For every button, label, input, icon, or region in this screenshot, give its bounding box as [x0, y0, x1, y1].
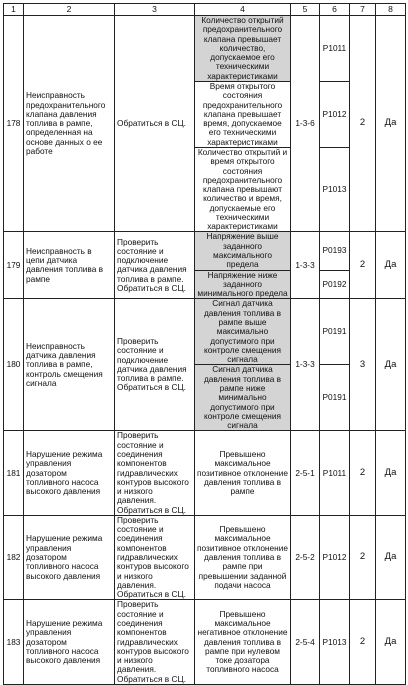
- fault-condition: Сигнал датчика давления топлива в рампе ниже минимально допустимого при контроле смещения сигнала: [195, 365, 291, 431]
- row-number: 182: [4, 515, 24, 600]
- column-8-value: Да: [376, 299, 406, 431]
- header-row: [4, 4, 406, 16]
- fault-description: Нарушение режима управления дозатором топливного насоса высокого давления: [24, 515, 115, 600]
- dtc-code: P1011: [320, 431, 350, 516]
- header-cell-6: 6: [320, 4, 350, 16]
- dtc-code: P1013: [320, 147, 350, 232]
- row-number: 183: [4, 600, 24, 685]
- blink-code: 2-5-1: [291, 431, 320, 516]
- blink-code: 2-5-4: [291, 600, 320, 685]
- table-row: [4, 515, 406, 600]
- dtc-code: P1013: [320, 600, 350, 685]
- recommended-action: Проверить состояние и подключение датчика давления топлива в рампе. Обратиться в СЦ.: [115, 232, 195, 299]
- blink-code: 2-5-2: [291, 515, 320, 600]
- column-7-value: 2: [350, 515, 376, 600]
- dtc-code: P0191: [320, 365, 350, 431]
- header-cell-2: 2: [24, 4, 115, 16]
- fault-condition: Напряжение ниже заданного минимального предела: [195, 270, 291, 299]
- header-cell-4: 4: [195, 4, 291, 16]
- table-row: [4, 431, 406, 516]
- table-row: [4, 232, 406, 270]
- header-cell-7: 7: [350, 4, 376, 16]
- column-8-value: Да: [376, 600, 406, 685]
- fault-condition: Время открытого состояния предохранительного клапана превышает время, допускаемое его техническими характеристиками: [195, 81, 291, 147]
- table-row: [4, 299, 406, 365]
- header-cell-3: 3: [115, 4, 195, 16]
- fault-condition: Превышено максимальное позитивное отклонение давления топлива в рампе при превышении заданной подачи насоса: [195, 515, 291, 600]
- dtc-code: P1011: [320, 16, 350, 82]
- fault-description: Неисправность датчика давления топлива в рампе, контроль смещения сигнала: [24, 299, 115, 431]
- recommended-action: Проверить состояние и соединения компонентов гидравлических контуров высокого и низкого давления. Обратиться в СЦ.: [115, 600, 195, 685]
- column-7-value: 2: [350, 16, 376, 232]
- blink-code: 1-3-6: [291, 16, 320, 232]
- column-7-value: 2: [350, 600, 376, 685]
- fault-condition: Количество открытий и время открытого состояния предохранительного клапана превышают количество и время, допускаемые его техническими характеристиками: [195, 147, 291, 232]
- row-number: 178: [4, 16, 24, 232]
- column-8-value: Да: [376, 232, 406, 299]
- fault-condition: Количество открытий предохранительного клапана превышает количество, допускаемое его техническими характеристиками: [195, 16, 291, 82]
- fault-code-table: [3, 3, 406, 685]
- recommended-action: Обратиться в СЦ.: [115, 16, 195, 232]
- header-cell-5: 5: [291, 4, 320, 16]
- fault-condition: Напряжение выше заданного максимального предела: [195, 232, 291, 270]
- column-7-value: 2: [350, 431, 376, 516]
- header-cell-1: 1: [4, 4, 24, 16]
- recommended-action: Проверить состояние и подключение датчика давления топлива в рампе. Обратиться в СЦ.: [115, 299, 195, 431]
- row-number: 181: [4, 431, 24, 516]
- column-8-value: Да: [376, 431, 406, 516]
- blink-code: 1-3-3: [291, 299, 320, 431]
- row-number: 180: [4, 299, 24, 431]
- dtc-code: P1012: [320, 515, 350, 600]
- column-7-value: 3: [350, 299, 376, 431]
- dtc-code: P0191: [320, 299, 350, 365]
- table-row: [4, 16, 406, 82]
- dtc-code: P0193: [320, 232, 350, 270]
- recommended-action: Проверить состояние и соединения компонентов гидравлических контуров высокого и низкого давления. Обратиться в СЦ.: [115, 515, 195, 600]
- fault-description: Неисправность в цепи датчика давления топлива в рампе: [24, 232, 115, 299]
- fault-description: Нарушение режима управления дозатором топливного насоса высокого давления: [24, 600, 115, 685]
- recommended-action: Проверить состояние и соединения компонентов гидравлических контуров высокого и низкого давления. Обратиться в СЦ.: [115, 431, 195, 516]
- column-8-value: Да: [376, 16, 406, 232]
- blink-code: 1-3-3: [291, 232, 320, 299]
- column-8-value: Да: [376, 515, 406, 600]
- header-cell-8: 8: [376, 4, 406, 16]
- fault-description: Нарушение режима управления дозатором топливного насоса высокого давления: [24, 431, 115, 516]
- fault-condition: Превышено максимальное позитивное отклонение давления топлива в рампе: [195, 431, 291, 516]
- column-7-value: 2: [350, 232, 376, 299]
- row-number: 179: [4, 232, 24, 299]
- fault-condition: Сигнал датчика давления топлива в рампе выше максимально допустимого при контроле смещения сигнала: [195, 299, 291, 365]
- dtc-code: P0192: [320, 270, 350, 299]
- fault-description: Неисправность предохранительного клапана давления топлива в рампе, определенная на основе данных о ее работе: [24, 16, 115, 232]
- dtc-code: P1012: [320, 81, 350, 147]
- fault-condition: Превышено максимальное негативное отклонение давления топлива в рампе при нулевом токе дозатора топливного насоса: [195, 600, 291, 685]
- table-row: [4, 600, 406, 685]
